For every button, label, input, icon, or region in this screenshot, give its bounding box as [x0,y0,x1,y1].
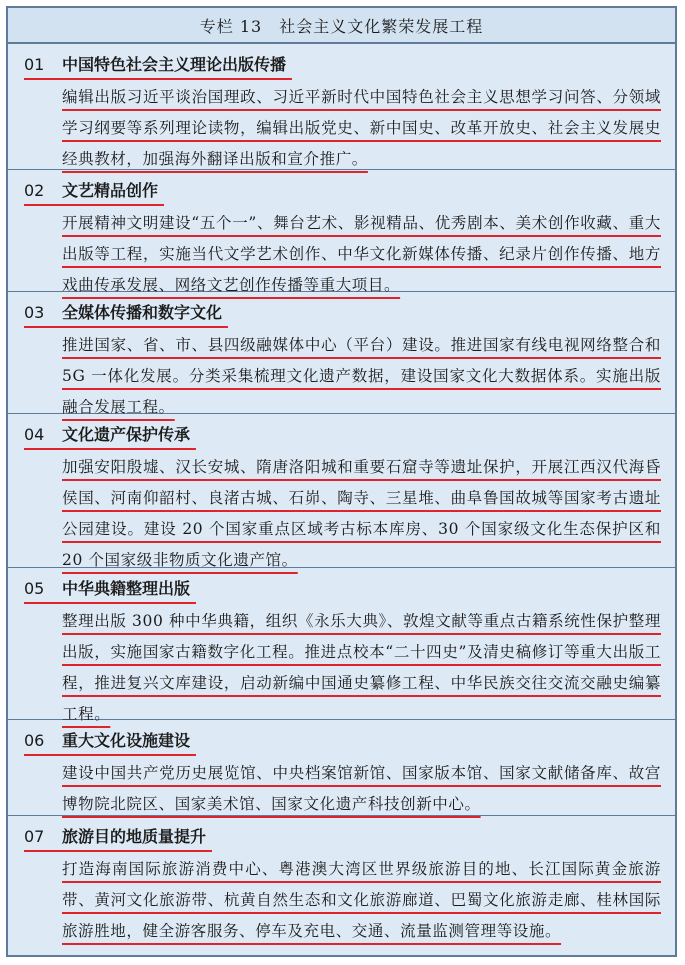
section-heading [24,422,196,450]
section-heading [24,824,212,852]
section-number: 01 [24,55,45,74]
section-text: 打造海南国际旅游消费中心、粤港澳大湾区世界级旅游目的地、长江国际黄金旅游带、黄河文化旅游带、杭黄自然生态和文化旅游廊道、巴蜀文化旅游走廊、桂林国际旅游胜地，健全游客服务、停车及充电、交通、流量监测管理等设施。 [62,860,661,940]
section-title: 文化遗产保护传承 [62,425,191,444]
section-title: 全媒体传播和数字文化 [62,303,223,322]
section-number: 06 [24,731,45,750]
section-heading [24,576,196,604]
feature-box [6,6,677,957]
section-title: 中华典籍整理出版 [62,579,191,598]
section-heading [24,178,164,206]
section-text: 推进国家、省、市、县四级融媒体中心（平台）建设。推进国家有线电视网络整合和 5G 一体化发展。分类采集梳理文化遗产数据，建设国家文化大数据体系。实施出版融合发展工程。 [62,336,661,416]
section-06 [8,720,675,816]
section-heading [24,52,292,80]
section-body [62,208,661,301]
section-body [62,82,661,175]
section-text: 开展精神文明建设“五个一”、舞台艺术、影视精品、优秀剧本、美术创作收藏、重大出版等工程，实施当代文学艺术创作、中华文化新媒体传播、纪录片创作传播、地方戏曲传承发展、网络文艺创作传播等重大项目。 [62,214,661,294]
section-body [62,452,661,576]
section-number: 03 [24,303,45,322]
section-07 [8,816,675,958]
section-number: 04 [24,425,45,444]
section-text: 加强安阳殷墟、汉长安城、隋唐洛阳城和重要石窟寺等遗址保护，开展江西汉代海昏侯国、河南仰韶村、良渚古城、石峁、陶寺、三星堆、曲阜鲁国故城等国家考古遗址公园建设。建设 20 个国家重点区域考古标本库房、30 个国家级文化生态保护区和 20 个国家级非物质文化遗产馆。 [62,458,661,569]
section-text: 整理出版 300 种中华典籍，组织《永乐大典》、敦煌文献等重点古籍系统性保护整理出版，实施国家古籍数字化工程。推进点校本“二十四史”及清史稿修订等重大出版工程，推进复兴文库建设，启动新编中国通史纂修工程、中华民族交往交流交融史编纂工程。 [62,612,661,723]
section-number: 02 [24,181,45,200]
section-number: 05 [24,579,45,598]
section-body [62,330,661,423]
section-body [62,606,661,730]
section-title: 重大文化设施建设 [62,731,191,750]
section-05 [8,568,675,723]
box-title: 专栏 13 社会主义文化繁荣发展工程 [8,8,675,44]
section-03 [8,292,675,414]
section-number: 07 [24,827,45,846]
section-title: 旅游目的地质量提升 [62,827,207,846]
section-title: 文艺精品创作 [62,181,159,200]
section-heading [24,728,196,756]
section-heading [24,300,228,328]
section-body [62,854,661,947]
section-01 [8,44,675,170]
section-text: 编辑出版习近平谈治国理政、习近平新时代中国特色社会主义思想学习问答、分领域学习纲要等系列理论读物，编辑出版党史、新中国史、改革开放史、社会主义发展史经典教材，加强海外翻译出版和宣介推广。 [62,88,661,168]
section-text: 建设中国共产党历史展览馆、中央档案馆新馆、国家版本馆、国家文献储备库、故宫博物院北院区、国家美术馆、国家文化遗产科技创新中心。 [62,764,661,813]
section-02 [8,170,675,292]
section-title: 中国特色社会主义理论出版传播 [62,55,287,74]
section-body [62,758,661,820]
section-list [8,44,675,958]
section-04 [8,414,675,568]
